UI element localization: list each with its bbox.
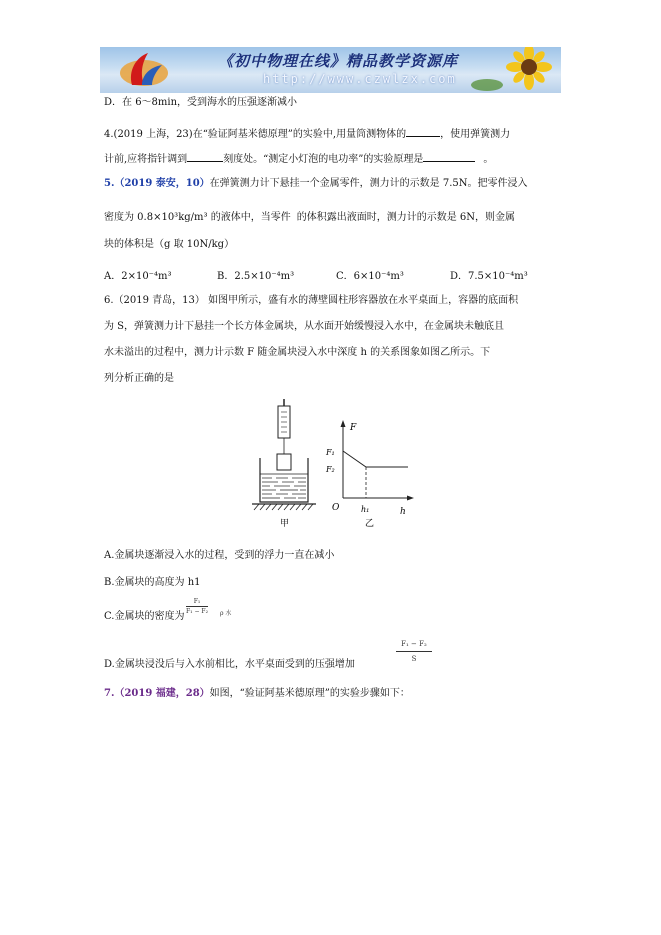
question-5-source: 5.（2019 泰安，10） — [104, 178, 210, 189]
question-6-option-b[interactable]: B.金属块的高度为 h1 — [104, 577, 201, 588]
option-c[interactable]: C．6×10⁻⁴m³ — [336, 271, 404, 282]
option-d-line: D．在 6～8min，受到海水的压强逐渐减小 — [104, 97, 298, 108]
origin-label: O — [332, 503, 340, 513]
banner-url[interactable]: http://www.czwlzx.com — [263, 72, 457, 86]
label-jia: 甲 — [280, 519, 290, 529]
f2-label: F₂ — [326, 465, 335, 474]
question-6-line-1: 6.（2019 青岛，13） 如图甲所示，盛有水的薄壁圆柱形容器放在水平桌面上，容器的底面积 — [104, 295, 519, 306]
option-d[interactable]: D．7.5×10⁻⁴m³ — [450, 271, 528, 282]
option-b[interactable]: B．2.5×10⁻⁴m³ — [217, 271, 295, 282]
blank-3[interactable] — [423, 151, 475, 162]
label-yi: 乙 — [365, 519, 375, 529]
figure-yi — [325, 420, 414, 529]
question-4-line-2: 计前,应将指针调到 刻度处。“测定小灯泡的电功率”的实验原理是 。 — [104, 151, 493, 167]
f1-label: F₁ — [326, 448, 335, 457]
blank-1[interactable] — [406, 126, 440, 137]
header-banner — [100, 47, 561, 93]
option-a[interactable]: A．2×10⁻⁴m³ — [104, 271, 172, 282]
density-fraction: F₁ F₁ − F₂ — [186, 598, 208, 615]
logo-icon — [118, 51, 170, 89]
question-7-line-1: 7.（2019 福建，28）如图，“验证阿基米德原理”的实验步骤如下： — [104, 688, 410, 699]
question-5-line-2: 密度为 0.8×10³kg/m³ 的液体中，当零件 的体积露出液面时，测力计的示数是 6N，则金属 — [104, 212, 515, 223]
question-6-option-d[interactable]: D.金属块浸没后与入水前相比，水平桌面受到的压强增加 — [104, 659, 355, 670]
question-4-line-1: 4.(2019 上海，23)在“验证阿基米德原理”的实验中,用量筒测物体的 ，使用弹簧测力 — [104, 126, 510, 142]
sunflower-icon — [467, 47, 557, 93]
question-5-line-3: 块的体积是（g 取 10N/kg） — [104, 239, 235, 250]
axis-h-label: h — [400, 507, 406, 517]
h1-label: h₁ — [361, 505, 370, 514]
axis-f-label: F — [350, 423, 357, 433]
banner-title: 《初中物理在线》精品教学资源库 — [218, 52, 459, 70]
blank-2[interactable] — [187, 151, 223, 162]
question-6-line-2: 为 S，弹簧测力计下悬挂一个长方体金属块，从水面开始缓慢浸入水中，在金属块未触底且 — [104, 321, 505, 332]
question-7-source: 7.（2019 福建，28） — [104, 688, 210, 699]
question-6-option-a[interactable]: A.金属块逐渐浸入水的过程，受到的浮力一直在减小 — [104, 550, 335, 561]
question-5-line-1: 5.（2019 泰安，10）在弹簧测力计下悬挂一个金属零件，测力计的示数是 7.5N。把零件浸入 — [104, 178, 528, 189]
question-6-line-4: 列分析正确的是 — [104, 373, 174, 384]
question-6-option-c[interactable]: C.金属块的密度为 — [104, 611, 185, 622]
pressure-fraction: F₁ − F₂ S — [396, 640, 432, 663]
density-rho-water: ρ 水 — [220, 610, 232, 617]
experiment-figure — [248, 394, 418, 534]
question-6-line-3: 水未溢出的过程中，测力计示数 F 随金属块浸入水中深度 h 的关系图象如图乙所示。下 — [104, 347, 491, 358]
figure-jia — [252, 399, 316, 529]
